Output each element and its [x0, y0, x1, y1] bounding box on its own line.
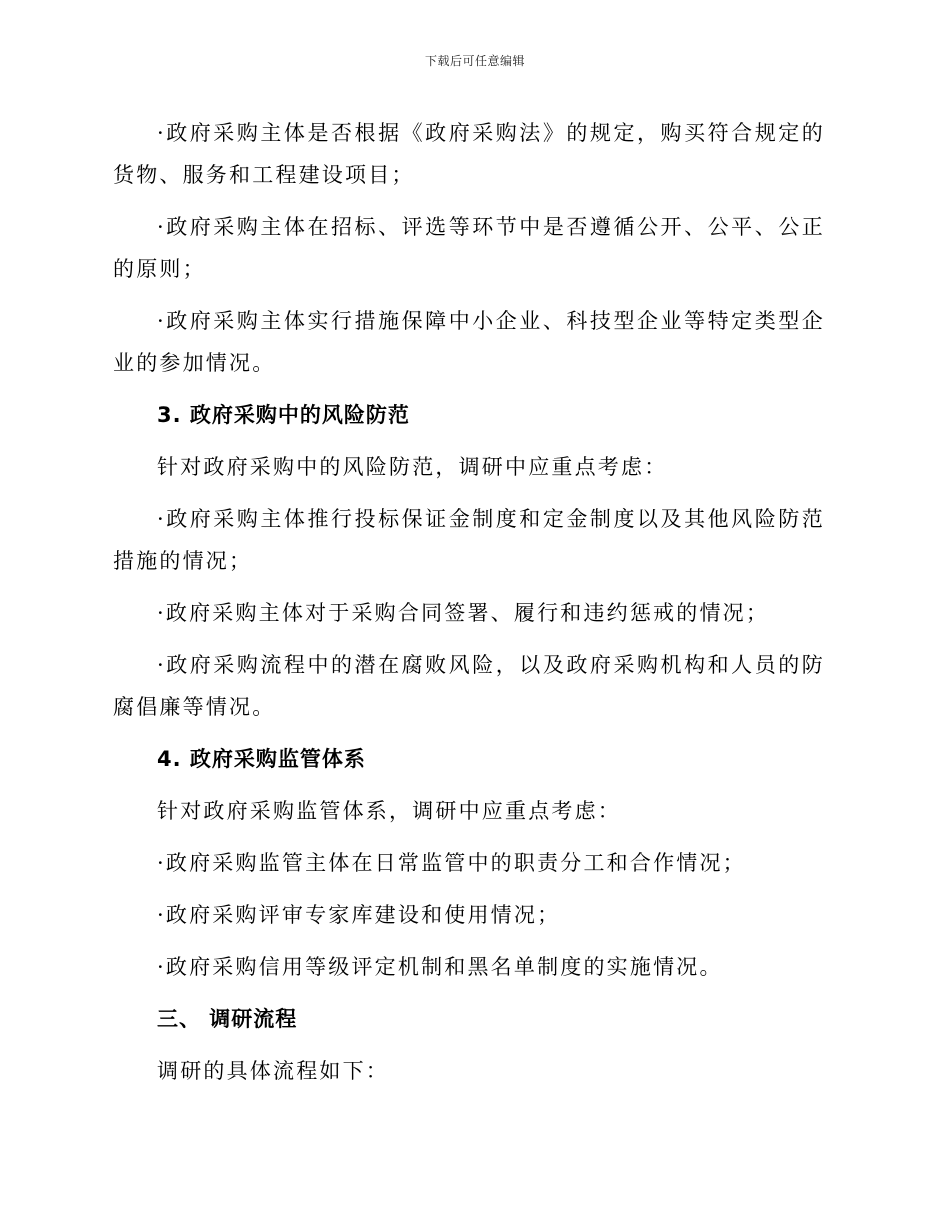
- bullet-paragraph: ·政府采购主体推行投标保证金制度和定金制度以及其他风险防范措施的情况；: [113, 507, 825, 573]
- bullet-paragraph: ·政府采购主体对于采购合同签署、履行和违约惩戒的情况；: [157, 601, 770, 625]
- chapter-heading: 三、 调研流程: [157, 1007, 298, 1031]
- bullet-paragraph: ·政府采购流程中的潜在腐败风险，以及政府采购机构和人员的防腐倡廉等情况。: [113, 653, 825, 719]
- section-heading: 4. 政府采购监管体系: [157, 747, 366, 771]
- page-header: 下载后可任意编辑: [424, 54, 525, 68]
- bullet-paragraph: ·政府采购主体实行措施保障中小企业、科技型企业等特定类型企业的参加情况。: [113, 309, 825, 375]
- section-heading: 3. 政府采购中的风险防范: [157, 403, 410, 427]
- bullet-paragraph: ·政府采购评审专家库建设和使用情况；: [157, 903, 561, 927]
- bullet-paragraph: ·政府采购主体是否根据《政府采购法》的规定，购买符合规定的货物、服务和工程建设项目；: [113, 121, 825, 187]
- bullet-paragraph: ·政府采购信用等级评定机制和黑名单制度的实施情况。: [157, 955, 723, 979]
- intro-paragraph: 调研的具体流程如下：: [157, 1059, 389, 1083]
- bullet-paragraph: ·政府采购监管主体在日常监管中的职责分工和合作情况；: [157, 851, 746, 875]
- document-body: [113, 112, 825, 1092]
- bullet-paragraph: ·政府采购主体在招标、评选等环节中是否遵循公开、公平、公正的原则；: [113, 215, 825, 281]
- intro-paragraph: 针对政府采购中的风险防范，调研中应重点考虑：: [157, 455, 668, 479]
- intro-paragraph: 针对政府采购监管体系，调研中应重点考虑：: [157, 799, 621, 823]
